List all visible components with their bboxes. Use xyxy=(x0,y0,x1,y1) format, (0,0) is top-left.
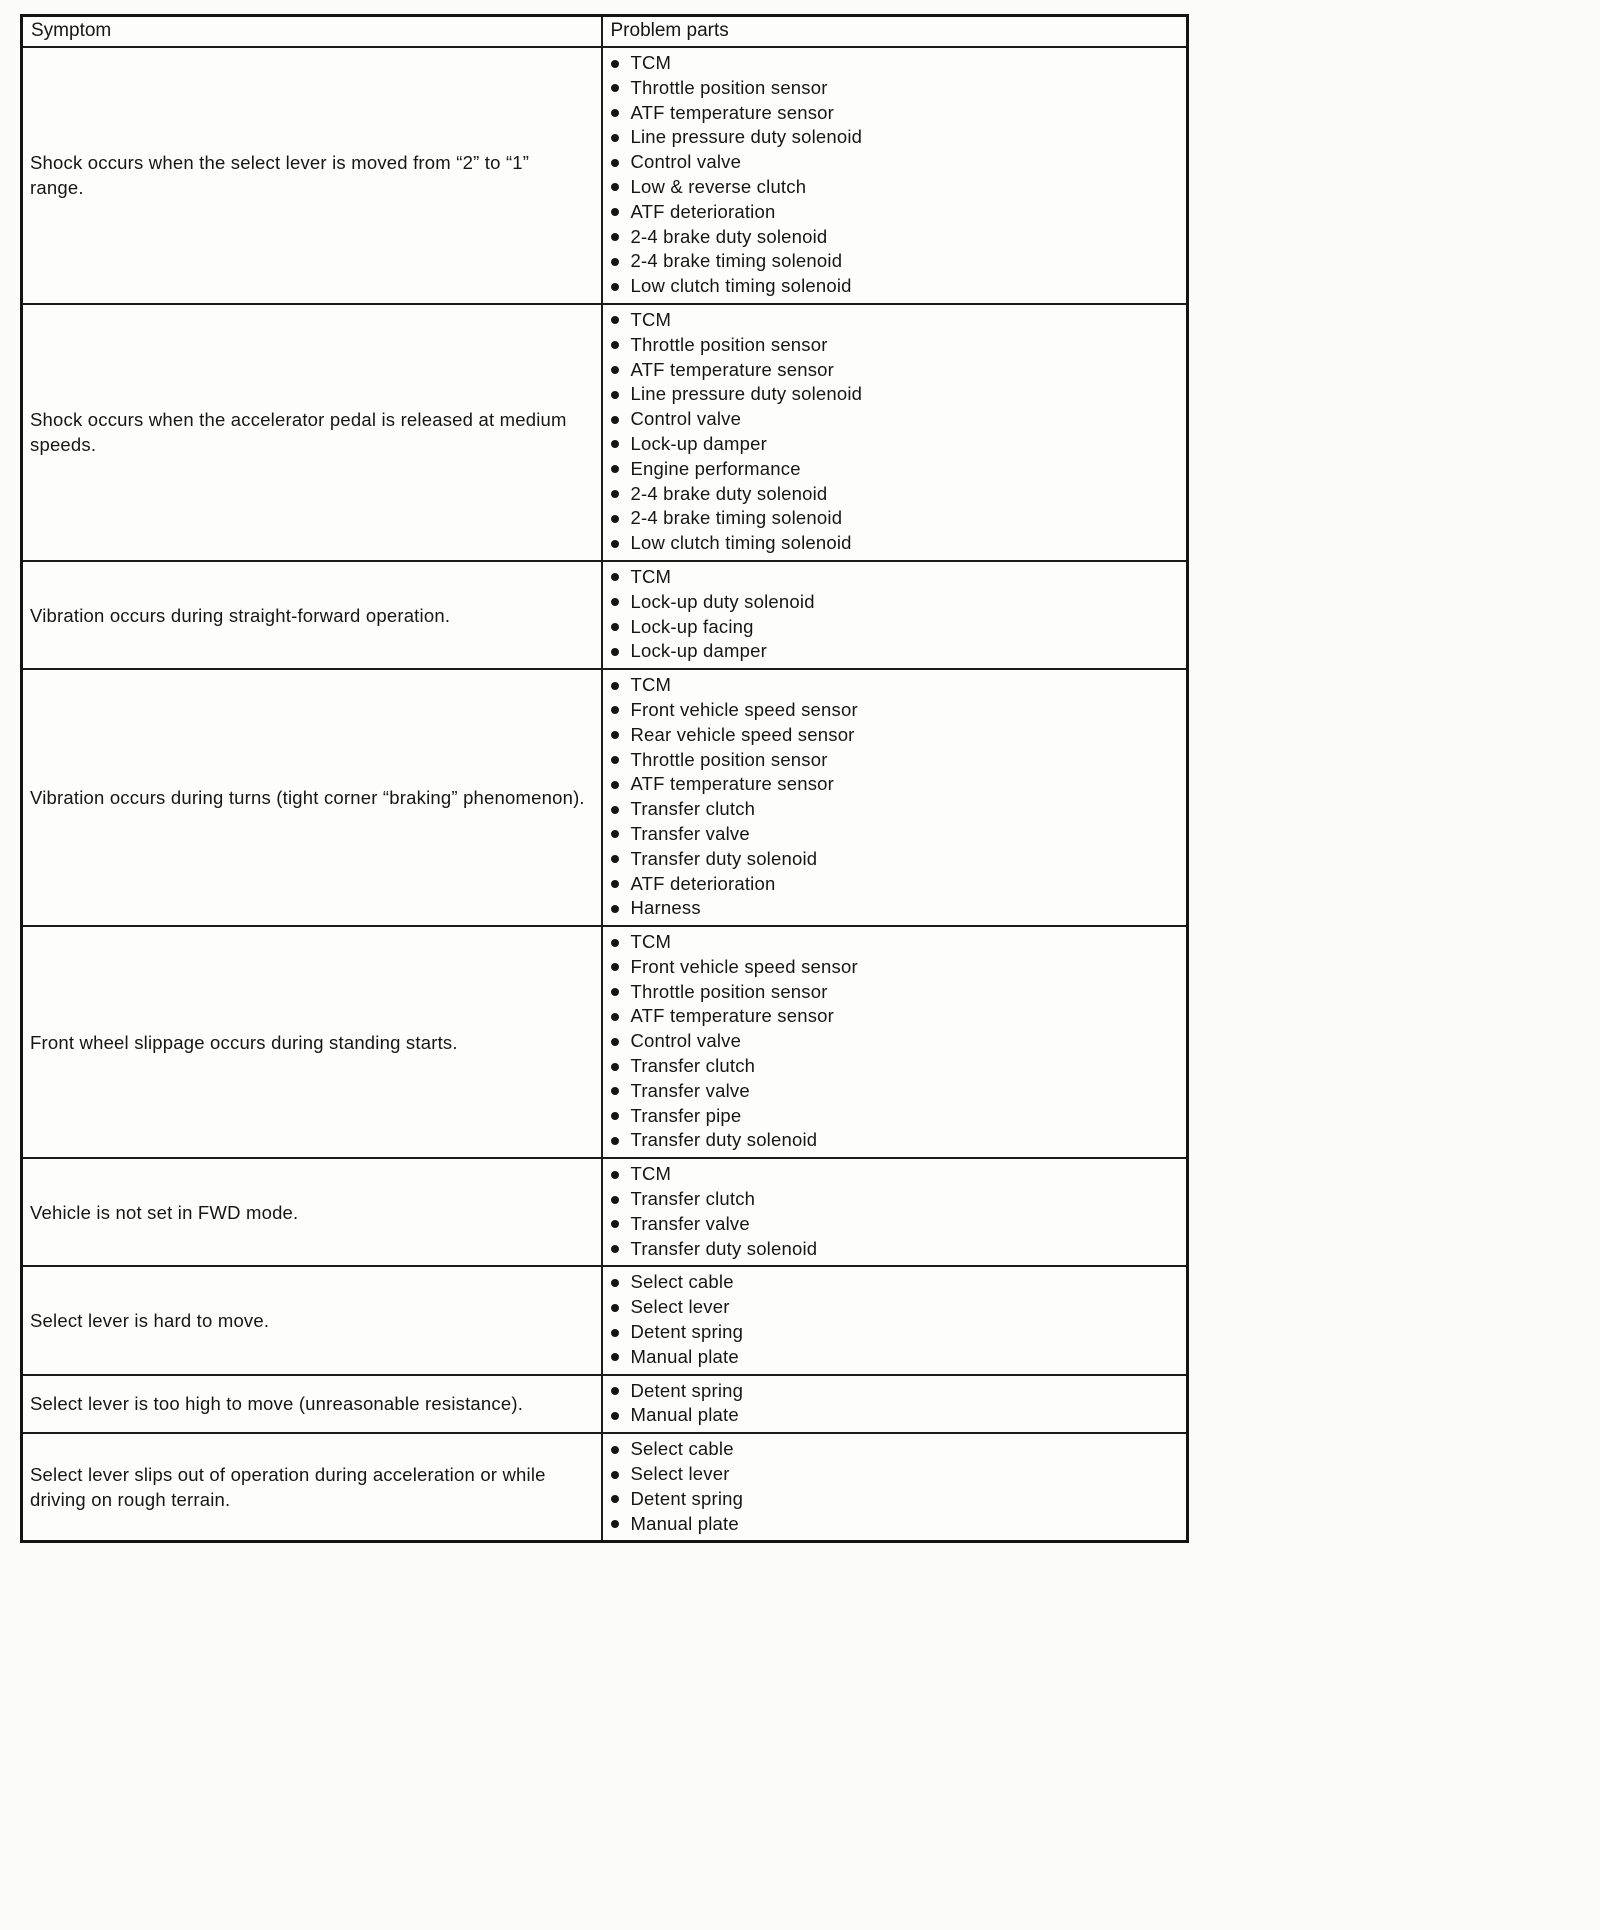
list-item xyxy=(603,565,1183,590)
part-label: Control valve xyxy=(630,408,742,430)
bullet-icon xyxy=(611,1412,619,1420)
problem-parts-list xyxy=(603,1376,1187,1433)
bullet-icon xyxy=(611,806,619,814)
part-label: Select lever xyxy=(630,1296,730,1318)
symptom-cell: Vibration occurs during straight-forward operation. xyxy=(22,561,602,669)
table-row xyxy=(22,1158,1188,1266)
part-label: Transfer duty solenoid xyxy=(630,847,818,869)
bullet-icon xyxy=(611,1520,619,1528)
list-item xyxy=(603,1128,1183,1153)
part-label: Manual plate xyxy=(630,1512,739,1534)
part-label: TCM xyxy=(630,1163,672,1185)
list-item xyxy=(603,1079,1183,1104)
part-label: ATF temperature sensor xyxy=(630,101,835,123)
problem-parts-cell xyxy=(602,1375,1188,1434)
list-item xyxy=(603,382,1183,407)
list-item xyxy=(603,482,1183,507)
bullet-icon xyxy=(611,283,619,291)
list-item xyxy=(603,1004,1183,1029)
problem-parts-list xyxy=(603,1159,1187,1265)
list-item xyxy=(603,1054,1183,1079)
bullet-icon xyxy=(611,988,619,996)
bullet-icon xyxy=(611,623,619,631)
part-label: Low & reverse clutch xyxy=(630,175,807,197)
bullet-icon xyxy=(611,416,619,424)
table-row xyxy=(22,926,1188,1158)
bullet-icon xyxy=(611,208,619,216)
symptom-cell: Select lever is too high to move (unreasonable resistance). xyxy=(22,1375,602,1434)
part-label: Manual plate xyxy=(630,1404,739,1426)
problem-parts-cell xyxy=(602,1158,1188,1266)
list-item xyxy=(603,308,1183,333)
problem-parts-list xyxy=(603,48,1187,303)
list-item xyxy=(603,1237,1183,1262)
list-item xyxy=(603,1320,1183,1345)
table-row xyxy=(22,1375,1188,1434)
list-item xyxy=(603,1162,1183,1187)
list-item xyxy=(603,150,1183,175)
bullet-icon xyxy=(611,540,619,548)
bullet-icon xyxy=(611,963,619,971)
bullet-icon xyxy=(611,60,619,68)
list-item xyxy=(603,1270,1183,1295)
part-label: ATF temperature sensor xyxy=(630,1005,835,1027)
part-label: Transfer duty solenoid xyxy=(630,1129,818,1151)
part-label: Throttle position sensor xyxy=(630,333,828,355)
part-label: ATF deterioration xyxy=(630,872,776,894)
symptom-cell: Shock occurs when the select lever is moved from “2” to “1” range. xyxy=(22,47,602,304)
bullet-icon xyxy=(611,830,619,838)
table-row xyxy=(22,47,1188,304)
part-label: Transfer clutch xyxy=(630,798,756,820)
symptom-cell: Select lever is hard to move. xyxy=(22,1266,602,1374)
part-label: Detent spring xyxy=(630,1379,744,1401)
list-item xyxy=(603,1104,1183,1129)
part-label: Throttle position sensor xyxy=(630,980,828,1002)
part-label: Transfer duty solenoid xyxy=(630,1237,818,1259)
bullet-icon xyxy=(611,1329,619,1337)
bullet-icon xyxy=(611,731,619,739)
list-item xyxy=(603,723,1183,748)
bullet-icon xyxy=(611,648,619,656)
problem-parts-list xyxy=(603,1434,1187,1540)
list-item xyxy=(603,797,1183,822)
list-item xyxy=(603,748,1183,773)
list-item xyxy=(603,955,1183,980)
list-item xyxy=(603,1379,1183,1404)
list-item xyxy=(603,615,1183,640)
part-label: Rear vehicle speed sensor xyxy=(630,723,855,745)
list-item xyxy=(603,274,1183,299)
part-label: TCM xyxy=(630,931,672,953)
bullet-icon xyxy=(611,134,619,142)
part-label: Detent spring xyxy=(630,1321,744,1343)
part-label: Detent spring xyxy=(630,1487,744,1509)
symptom-cell: Vehicle is not set in FWD mode. xyxy=(22,1158,602,1266)
bullet-icon xyxy=(611,1220,619,1228)
bullet-icon xyxy=(611,258,619,266)
bullet-icon xyxy=(611,905,619,913)
part-label: Lock-up damper xyxy=(630,432,767,454)
column-header-problem-parts: Problem parts xyxy=(602,16,1188,48)
bullet-icon xyxy=(611,1279,619,1287)
column-header-symptom: Symptom xyxy=(22,16,602,48)
list-item xyxy=(603,358,1183,383)
problem-parts-cell xyxy=(602,926,1188,1158)
list-item xyxy=(603,175,1183,200)
part-label: Throttle position sensor xyxy=(630,748,828,770)
part-label: Low clutch timing solenoid xyxy=(630,532,852,554)
list-item xyxy=(603,531,1183,556)
bullet-icon xyxy=(611,1387,619,1395)
list-item xyxy=(603,225,1183,250)
part-label: Line pressure duty solenoid xyxy=(630,383,863,405)
problem-parts-cell xyxy=(602,304,1188,561)
part-label: Select lever xyxy=(630,1463,730,1485)
problem-parts-cell xyxy=(602,1433,1188,1542)
part-label: Front vehicle speed sensor xyxy=(630,698,858,720)
list-item xyxy=(603,1403,1183,1428)
bullet-icon xyxy=(611,1013,619,1021)
part-label: ATF temperature sensor xyxy=(630,358,835,380)
bullet-icon xyxy=(611,1087,619,1095)
part-label: Select cable xyxy=(630,1271,734,1293)
part-label: Lock-up facing xyxy=(630,615,754,637)
bullet-icon xyxy=(611,939,619,947)
bullet-icon xyxy=(611,1446,619,1454)
problem-parts-list xyxy=(603,670,1187,925)
problem-parts-cell xyxy=(602,47,1188,304)
bullet-icon xyxy=(611,1304,619,1312)
list-item xyxy=(603,76,1183,101)
bullet-icon xyxy=(611,756,619,764)
list-item xyxy=(603,51,1183,76)
bullet-icon xyxy=(611,781,619,789)
part-label: 2-4 brake timing solenoid xyxy=(630,250,843,272)
part-label: Lock-up duty solenoid xyxy=(630,590,815,612)
bullet-icon xyxy=(611,1137,619,1145)
list-item xyxy=(603,847,1183,872)
list-item xyxy=(603,1295,1183,1320)
list-item xyxy=(603,1029,1183,1054)
list-item xyxy=(603,980,1183,1005)
part-label: Engine performance xyxy=(630,457,801,479)
list-item xyxy=(603,457,1183,482)
bullet-icon xyxy=(611,1063,619,1071)
list-item xyxy=(603,673,1183,698)
list-item xyxy=(603,1187,1183,1212)
list-item xyxy=(603,1212,1183,1237)
list-item xyxy=(603,639,1183,664)
list-item xyxy=(603,772,1183,797)
part-label: Transfer pipe xyxy=(630,1104,742,1126)
problem-parts-list xyxy=(603,1267,1187,1373)
list-item xyxy=(603,1345,1183,1370)
bullet-icon xyxy=(611,440,619,448)
part-label: Front vehicle speed sensor xyxy=(630,955,858,977)
part-label: Control valve xyxy=(630,151,742,173)
list-item xyxy=(603,249,1183,274)
symptom-cell: Vibration occurs during turns (tight corner “braking” phenomenon). xyxy=(22,669,602,926)
part-label: 2-4 brake duty solenoid xyxy=(630,225,828,247)
bullet-icon xyxy=(611,1495,619,1503)
list-item xyxy=(603,872,1183,897)
problem-parts-list xyxy=(603,562,1187,668)
part-label: Transfer valve xyxy=(630,1212,750,1234)
bullet-icon xyxy=(611,573,619,581)
bullet-icon xyxy=(611,1038,619,1046)
part-label: 2-4 brake duty solenoid xyxy=(630,482,828,504)
symptom-cell: Select lever slips out of operation during acceleration or while driving on rough terrain. xyxy=(22,1433,602,1542)
part-label: Transfer valve xyxy=(630,822,750,844)
part-label: 2-4 brake timing solenoid xyxy=(630,507,843,529)
table-row xyxy=(22,669,1188,926)
part-label: Manual plate xyxy=(630,1345,739,1367)
bullet-icon xyxy=(611,598,619,606)
symptom-cell: Shock occurs when the accelerator pedal is released at medium speeds. xyxy=(22,304,602,561)
bullet-icon xyxy=(611,1353,619,1361)
problem-parts-cell xyxy=(602,561,1188,669)
bullet-icon xyxy=(611,682,619,690)
bullet-icon xyxy=(611,490,619,498)
bullet-icon xyxy=(611,391,619,399)
bullet-icon xyxy=(611,109,619,117)
list-item xyxy=(603,432,1183,457)
symptom-cell: Front wheel slippage occurs during standing starts. xyxy=(22,926,602,1158)
bullet-icon xyxy=(611,880,619,888)
table-row xyxy=(22,1433,1188,1542)
bullet-icon xyxy=(611,316,619,324)
bullet-icon xyxy=(611,341,619,349)
bullet-icon xyxy=(611,1471,619,1479)
bullet-icon xyxy=(611,1245,619,1253)
part-label: Low clutch timing solenoid xyxy=(630,275,852,297)
bullet-icon xyxy=(611,183,619,191)
list-item xyxy=(603,698,1183,723)
list-item xyxy=(603,101,1183,126)
part-label: Control valve xyxy=(630,1030,742,1052)
bullet-icon xyxy=(611,855,619,863)
problem-parts-list xyxy=(603,305,1187,560)
part-label: Throttle position sensor xyxy=(630,76,828,98)
list-item xyxy=(603,930,1183,955)
list-item xyxy=(603,200,1183,225)
part-label: Harness xyxy=(630,897,701,919)
problem-parts-list xyxy=(603,927,1187,1157)
part-label: ATF deterioration xyxy=(630,200,776,222)
bullet-icon xyxy=(611,159,619,167)
bullet-icon xyxy=(611,1171,619,1179)
bullet-icon xyxy=(611,1196,619,1204)
bullet-icon xyxy=(611,233,619,241)
part-label: ATF temperature sensor xyxy=(630,773,835,795)
list-item xyxy=(603,1487,1183,1512)
part-label: TCM xyxy=(630,674,672,696)
bullet-icon xyxy=(611,515,619,523)
list-item xyxy=(603,590,1183,615)
bullet-icon xyxy=(611,84,619,92)
troubleshooting-table xyxy=(20,14,1189,1543)
table-row xyxy=(22,304,1188,561)
part-label: TCM xyxy=(630,308,672,330)
bullet-icon xyxy=(611,366,619,374)
problem-parts-cell xyxy=(602,1266,1188,1374)
list-item xyxy=(603,1462,1183,1487)
part-label: TCM xyxy=(630,52,672,73)
part-label: Transfer clutch xyxy=(630,1055,756,1077)
part-label: Line pressure duty solenoid xyxy=(630,126,863,148)
part-label: TCM xyxy=(630,565,672,587)
list-item xyxy=(603,822,1183,847)
part-label: Lock-up damper xyxy=(630,640,767,662)
bullet-icon xyxy=(611,1112,619,1120)
part-label: Select cable xyxy=(630,1438,734,1460)
problem-parts-cell xyxy=(602,669,1188,926)
list-item xyxy=(603,333,1183,358)
table-header-row xyxy=(22,16,1188,48)
table-row xyxy=(22,561,1188,669)
bullet-icon xyxy=(611,706,619,714)
table-row xyxy=(22,1266,1188,1374)
list-item xyxy=(603,1437,1183,1462)
list-item xyxy=(603,1512,1183,1537)
list-item xyxy=(603,896,1183,921)
bullet-icon xyxy=(611,465,619,473)
list-item xyxy=(603,407,1183,432)
part-label: Transfer clutch xyxy=(630,1188,756,1210)
part-label: Transfer valve xyxy=(630,1079,750,1101)
list-item xyxy=(603,506,1183,531)
list-item xyxy=(603,125,1183,150)
